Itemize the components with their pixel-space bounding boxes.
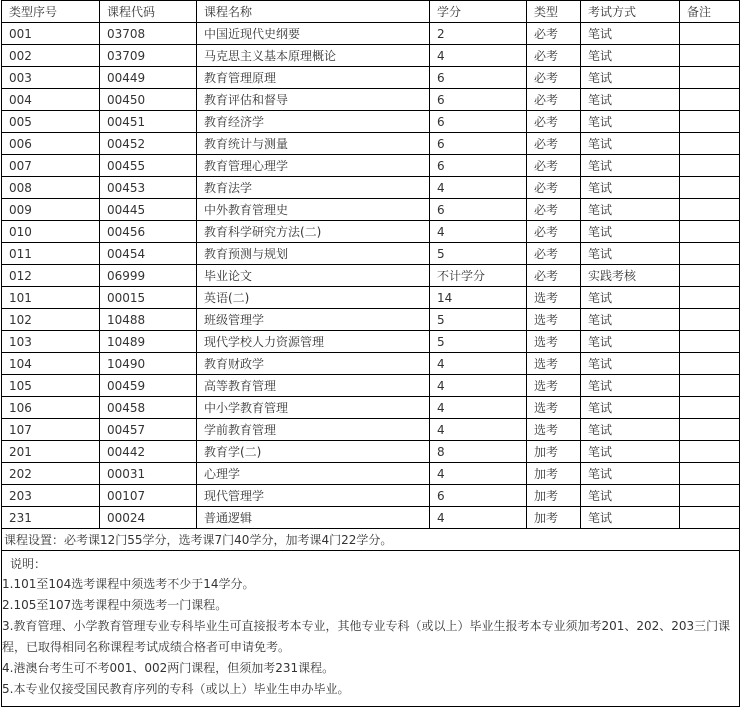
course-name-cell: 马克思主义基本原理概论 — [197, 45, 430, 67]
type-no-cell: 005 — [2, 111, 100, 133]
course-code-cell: 00015 — [100, 287, 197, 309]
header-course-code: 课程代码 — [100, 1, 197, 23]
type-no-cell: 002 — [2, 45, 100, 67]
table-header-row — [2, 1, 740, 23]
course-name-cell: 中国近现代史纲要 — [197, 23, 430, 45]
remarks-cell — [680, 287, 740, 309]
type-cell: 必考 — [527, 199, 581, 221]
remarks-cell — [680, 45, 740, 67]
course-name-cell: 心理学 — [197, 463, 430, 485]
credits-cell: 4 — [430, 507, 527, 529]
notes-row — [2, 551, 740, 707]
course-code-cell: 06999 — [100, 265, 197, 287]
type-cell: 加考 — [527, 441, 581, 463]
note-item: 2.105至107选考课程中须选考一门课程。 — [2, 598, 228, 612]
exam-method-cell: 笔试 — [581, 155, 680, 177]
type-cell: 加考 — [527, 485, 581, 507]
type-cell: 选考 — [527, 331, 581, 353]
credits-cell: 6 — [430, 133, 527, 155]
credits-cell: 14 — [430, 287, 527, 309]
exam-method-cell: 笔试 — [581, 177, 680, 199]
remarks-cell — [680, 331, 740, 353]
remarks-cell — [680, 23, 740, 45]
remarks-cell — [680, 463, 740, 485]
course-name-cell: 普通逻辑 — [197, 507, 430, 529]
type-cell: 必考 — [527, 265, 581, 287]
exam-method-cell: 笔试 — [581, 331, 680, 353]
course-name-cell: 教育学(二) — [197, 441, 430, 463]
remarks-cell — [680, 111, 740, 133]
remarks-cell — [680, 89, 740, 111]
credits-cell: 6 — [430, 111, 527, 133]
course-name-cell: 教育财政学 — [197, 353, 430, 375]
remarks-cell — [680, 309, 740, 331]
type-no-cell: 104 — [2, 353, 100, 375]
course-code-cell: 00452 — [100, 133, 197, 155]
notes-cell — [2, 551, 740, 707]
summary-row — [2, 529, 740, 551]
credits-cell: 4 — [430, 375, 527, 397]
table-row — [2, 23, 740, 45]
type-no-cell: 201 — [2, 441, 100, 463]
remarks-cell — [680, 441, 740, 463]
exam-method-cell: 笔试 — [581, 309, 680, 331]
course-code-cell: 00456 — [100, 221, 197, 243]
type-cell: 选考 — [527, 375, 581, 397]
course-name-cell: 现代学校人力资源管理 — [197, 331, 430, 353]
course-code-cell: 00459 — [100, 375, 197, 397]
course-rows — [2, 23, 740, 529]
type-cell: 选考 — [527, 353, 581, 375]
type-no-cell: 231 — [2, 507, 100, 529]
type-no-cell: 107 — [2, 419, 100, 441]
credits-cell: 5 — [430, 243, 527, 265]
type-cell: 选考 — [527, 397, 581, 419]
remarks-cell — [680, 199, 740, 221]
type-no-cell: 105 — [2, 375, 100, 397]
notes-title: 说明： — [10, 557, 47, 571]
type-no-cell: 103 — [2, 331, 100, 353]
course-code-cell: 00454 — [100, 243, 197, 265]
course-name-cell: 高等教育管理 — [197, 375, 430, 397]
course-name-cell: 教育经济学 — [197, 111, 430, 133]
course-code-cell: 00031 — [100, 463, 197, 485]
exam-method-cell: 笔试 — [581, 441, 680, 463]
type-cell: 必考 — [527, 23, 581, 45]
remarks-cell — [680, 265, 740, 287]
table-row — [2, 419, 740, 441]
course-name-cell: 教育科学研究方法(二) — [197, 221, 430, 243]
remarks-cell — [680, 419, 740, 441]
credits-cell: 2 — [430, 23, 527, 45]
credits-cell: 8 — [430, 441, 527, 463]
table-row — [2, 221, 740, 243]
note-item: 3.教育管理、小学教育管理专业专科毕业生可直接报考本专业，其他专业专科（或以上）毕业生报考本专业须加考201、202、203三门课程，已取得相同名称课程考试成绩合格者可申请免考。 — [2, 619, 731, 654]
course-code-cell: 00457 — [100, 419, 197, 441]
table-row — [2, 133, 740, 155]
type-no-cell: 101 — [2, 287, 100, 309]
exam-method-cell: 笔试 — [581, 45, 680, 67]
type-cell: 加考 — [527, 463, 581, 485]
course-name-cell: 教育管理原理 — [197, 67, 430, 89]
course-name-cell: 教育统计与测量 — [197, 133, 430, 155]
table-row — [2, 287, 740, 309]
exam-method-cell: 笔试 — [581, 199, 680, 221]
credits-cell: 5 — [430, 331, 527, 353]
type-cell: 选考 — [527, 287, 581, 309]
table-row — [2, 441, 740, 463]
type-no-cell: 006 — [2, 133, 100, 155]
type-cell: 选考 — [527, 309, 581, 331]
remarks-cell — [680, 397, 740, 419]
credits-cell: 4 — [430, 177, 527, 199]
exam-method-cell: 笔试 — [581, 507, 680, 529]
course-code-cell: 00451 — [100, 111, 197, 133]
type-no-cell: 102 — [2, 309, 100, 331]
remarks-cell — [680, 485, 740, 507]
course-name-cell: 教育法学 — [197, 177, 430, 199]
remarks-cell — [680, 133, 740, 155]
course-code-cell: 00107 — [100, 485, 197, 507]
exam-method-cell: 笔试 — [581, 111, 680, 133]
remarks-cell — [680, 375, 740, 397]
credits-cell: 不计学分 — [430, 265, 527, 287]
type-no-cell: 203 — [2, 485, 100, 507]
remarks-cell — [680, 67, 740, 89]
type-no-cell: 011 — [2, 243, 100, 265]
type-cell: 必考 — [527, 133, 581, 155]
credits-cell: 4 — [430, 45, 527, 67]
course-code-cell: 00450 — [100, 89, 197, 111]
course-summary: 课程设置：必考课12门55学分，选考课7门40学分，加考课4门22学分。 — [2, 529, 740, 551]
exam-method-cell: 笔试 — [581, 67, 680, 89]
type-cell: 加考 — [527, 507, 581, 529]
credits-cell: 6 — [430, 67, 527, 89]
table-row — [2, 353, 740, 375]
remarks-cell — [680, 177, 740, 199]
type-no-cell: 004 — [2, 89, 100, 111]
course-name-cell: 教育预测与规划 — [197, 243, 430, 265]
credits-cell: 6 — [430, 155, 527, 177]
type-no-cell: 008 — [2, 177, 100, 199]
exam-method-cell: 笔试 — [581, 419, 680, 441]
course-code-cell: 00445 — [100, 199, 197, 221]
table-row — [2, 111, 740, 133]
header-exam-method: 考试方式 — [581, 1, 680, 23]
exam-method-cell: 笔试 — [581, 89, 680, 111]
remarks-cell — [680, 221, 740, 243]
course-table — [1, 0, 740, 707]
table-row — [2, 45, 740, 67]
type-cell: 选考 — [527, 419, 581, 441]
credits-cell: 4 — [430, 353, 527, 375]
course-name-cell: 教育评估和督导 — [197, 89, 430, 111]
exam-method-cell: 笔试 — [581, 485, 680, 507]
header-course-name: 课程名称 — [197, 1, 430, 23]
header-remarks: 备注 — [680, 1, 740, 23]
type-cell: 必考 — [527, 111, 581, 133]
exam-method-cell: 笔试 — [581, 133, 680, 155]
type-no-cell: 001 — [2, 23, 100, 45]
credits-cell: 5 — [430, 309, 527, 331]
table-row — [2, 199, 740, 221]
course-code-cell: 00024 — [100, 507, 197, 529]
exam-method-cell: 笔试 — [581, 287, 680, 309]
course-name-cell: 英语(二) — [197, 287, 430, 309]
credits-cell: 6 — [430, 89, 527, 111]
exam-method-cell: 笔试 — [581, 243, 680, 265]
course-code-cell: 00453 — [100, 177, 197, 199]
course-name-cell: 现代管理学 — [197, 485, 430, 507]
exam-method-cell: 笔试 — [581, 375, 680, 397]
note-item: 1.101至104选考课程中须选考不少于14学分。 — [2, 577, 255, 591]
remarks-cell — [680, 507, 740, 529]
exam-method-cell: 笔试 — [581, 23, 680, 45]
remarks-cell — [680, 155, 740, 177]
remarks-cell — [680, 243, 740, 265]
table-row — [2, 177, 740, 199]
table-row — [2, 397, 740, 419]
type-no-cell: 007 — [2, 155, 100, 177]
table-row — [2, 331, 740, 353]
course-code-cell: 00442 — [100, 441, 197, 463]
credits-cell: 6 — [430, 485, 527, 507]
note-item: 4.港澳台考生可不考001、002两门课程，但须加考231课程。 — [2, 661, 335, 675]
type-no-cell: 202 — [2, 463, 100, 485]
course-code-cell: 03708 — [100, 23, 197, 45]
type-cell: 必考 — [527, 177, 581, 199]
table-row — [2, 463, 740, 485]
course-name-cell: 毕业论文 — [197, 265, 430, 287]
course-name-cell: 中外教育管理史 — [197, 199, 430, 221]
table-row — [2, 375, 740, 397]
header-type-no: 类型序号 — [2, 1, 100, 23]
credits-cell: 4 — [430, 221, 527, 243]
credits-cell: 4 — [430, 397, 527, 419]
exam-method-cell: 笔试 — [581, 397, 680, 419]
course-code-cell: 00455 — [100, 155, 197, 177]
course-code-cell: 00449 — [100, 67, 197, 89]
table-row — [2, 89, 740, 111]
table-row — [2, 507, 740, 529]
exam-method-cell: 笔试 — [581, 353, 680, 375]
type-cell: 必考 — [527, 89, 581, 111]
course-code-cell: 00458 — [100, 397, 197, 419]
type-no-cell: 009 — [2, 199, 100, 221]
type-no-cell: 106 — [2, 397, 100, 419]
course-code-cell: 10490 — [100, 353, 197, 375]
table-row — [2, 67, 740, 89]
course-code-cell: 03709 — [100, 45, 197, 67]
table-row — [2, 155, 740, 177]
header-credits: 学分 — [430, 1, 527, 23]
exam-method-cell: 笔试 — [581, 463, 680, 485]
remarks-cell — [680, 353, 740, 375]
table-row — [2, 265, 740, 287]
header-type: 类型 — [527, 1, 581, 23]
notes-list — [2, 574, 737, 700]
credits-cell: 4 — [430, 419, 527, 441]
course-name-cell: 班级管理学 — [197, 309, 430, 331]
course-name-cell: 教育管理心理学 — [197, 155, 430, 177]
type-cell: 必考 — [527, 243, 581, 265]
exam-method-cell: 实践考核 — [581, 265, 680, 287]
course-name-cell: 学前教育管理 — [197, 419, 430, 441]
type-cell: 必考 — [527, 45, 581, 67]
table-row — [2, 485, 740, 507]
credits-cell: 4 — [430, 463, 527, 485]
course-code-cell: 10488 — [100, 309, 197, 331]
type-no-cell: 003 — [2, 67, 100, 89]
credits-cell: 6 — [430, 199, 527, 221]
type-cell: 必考 — [527, 67, 581, 89]
type-no-cell: 010 — [2, 221, 100, 243]
table-row — [2, 309, 740, 331]
course-name-cell: 中小学教育管理 — [197, 397, 430, 419]
exam-method-cell: 笔试 — [581, 221, 680, 243]
type-cell: 必考 — [527, 221, 581, 243]
course-code-cell: 10489 — [100, 331, 197, 353]
table-row — [2, 243, 740, 265]
type-no-cell: 012 — [2, 265, 100, 287]
note-item: 5.本专业仅接受国民教育序列的专科（或以上）毕业生申办毕业。 — [2, 682, 350, 696]
type-cell: 必考 — [527, 155, 581, 177]
